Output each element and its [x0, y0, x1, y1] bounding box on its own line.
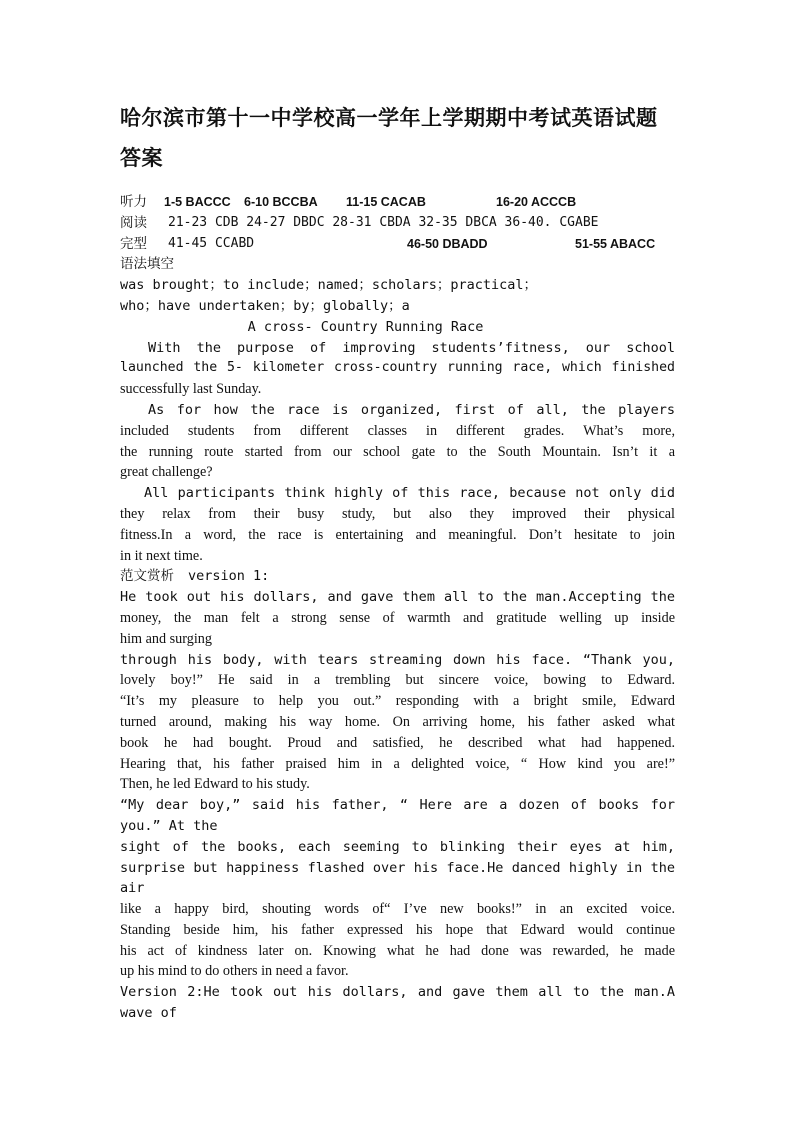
model-line: turned around, making his way home. On arriving home, his father asked what: [120, 713, 675, 730]
listening-16-20: 16-20 ACCCB: [496, 195, 577, 209]
document-page: [120, 0, 675, 1024]
model-line: Then, he led Edward to his study.: [120, 776, 310, 793]
model-line: book he had bought. Proud and satisfied, he described what had happened.: [120, 734, 675, 751]
model-line: through his body, with tears streaming down his face. “Thank you,: [120, 651, 675, 668]
essay-paragraph-1: [120, 338, 675, 400]
model-essay-label: 范文赏析: [120, 568, 174, 585]
grammar-answers-line-1: was brought；to include；named；scholars；practical；: [120, 277, 537, 294]
cloze-answers: [120, 234, 675, 255]
model-line: lovely boy!” He said in a trembling but sincere voice, bowing to Edward.: [120, 672, 675, 689]
model-essay-heading: [120, 566, 675, 587]
reading-answers: [120, 213, 675, 234]
title-line-2: 答案: [120, 145, 163, 170]
listening-6-10: 6-10 BCCBA: [244, 195, 318, 209]
cloze-41-45: 41-45 CCABD: [168, 235, 255, 251]
essay-p2-line-4: great challenge?: [120, 464, 213, 481]
cloze-46-50: 46-50 DBADD: [407, 236, 488, 251]
model-line: Version 2:He took out his dollars, and gave them all to the man.A: [120, 984, 675, 1001]
essay-p2-line-1: As for how the race is organized, first of all, the players: [148, 401, 675, 418]
cloze-51-55: 51-55 ABACC: [575, 236, 656, 251]
cloze-label: 完型: [120, 235, 147, 252]
essay-paragraph-3: [120, 483, 675, 566]
essay-p2-line-2: included students from different classes in different grades. What’s more,: [120, 422, 675, 439]
model-line: up his mind to do others in need a favor.: [120, 963, 349, 980]
model-version-1-label: version 1:: [188, 568, 270, 585]
essay-p1-line-2: launched the 5- kilometer cross-country running race, which finished: [120, 360, 675, 376]
document-title: [120, 0, 675, 178]
model-essay-body: [120, 587, 675, 1024]
listening-11-15: 11-15 CACAB: [346, 195, 426, 209]
model-line: sight of the books, each seeming to blinking their eyes at him,: [120, 838, 675, 855]
essay-p3-line-3: fitness.In a word, the race is entertaining and meaningful. Don’t hesitate to join: [120, 526, 675, 543]
listening-answers: [120, 192, 675, 213]
essay-p1-line-1: With the purpose of improving students’fitness, our school: [148, 339, 675, 356]
model-line: He took out his dollars, and gave them all to the man.Accepting the: [120, 589, 675, 606]
model-line: Standing beside him, his father expressed his hope that Edward would continue: [120, 921, 675, 938]
essay-p3-line-4: in it next time.: [120, 547, 203, 564]
model-line: surprise but happiness flashed over his face.He danced highly in the air: [120, 859, 675, 897]
essay-paragraph-2: [120, 400, 675, 483]
model-line: wave of: [120, 1005, 177, 1022]
title-line-1: 哈尔滨市第十一中学校高一学年上学期期中考试英语试题: [120, 105, 658, 130]
essay-p3-line-2: they relax from their busy study, but also they improved their physical: [120, 505, 675, 522]
reading-label: 阅读: [120, 214, 147, 231]
model-line: him and surging: [120, 630, 212, 647]
model-line: his act of kindness later on. Knowing what he had done was rewarded, he made: [120, 942, 675, 959]
grammar-label: 语法填空: [120, 256, 174, 273]
essay-p1-line-3: successfully last Sunday.: [120, 381, 262, 398]
model-line: money, the man felt a strong sense of warmth and gratitude welling up inside: [120, 609, 675, 626]
essay-p2-line-3: the running route started from our school gate to the South Mountain. Isn’t it a: [120, 443, 675, 460]
model-line: “My dear boy,” said his father, “ Here are a dozen of books for: [120, 797, 675, 814]
model-line: like a happy bird, shouting words of“ I’ve new books!” in an excited voice.: [120, 901, 675, 918]
model-line: Hearing that, his father praised him in a delighted voice, “ How kind you are!”: [120, 755, 675, 772]
reading-answers-text: 21-23 CDB 24-27 DBDC 28-31 CBDA 32-35 DBCA 36-40. CGABE: [168, 214, 599, 230]
essay-title: A cross- Country Running Race: [247, 318, 484, 335]
listening-label: 听力: [120, 194, 147, 210]
model-line: “It’s my pleasure to help you out.” responding with a bright smile, Edward: [120, 693, 675, 710]
grammar-answers-line-2: who；have undertaken；by；globally；a: [120, 297, 410, 314]
model-line: you.” At the: [120, 817, 218, 834]
listening-1-5: 1-5 BACCC: [164, 195, 231, 209]
essay-p3-line-1: All participants think highly of this race, because not only did: [144, 485, 675, 502]
